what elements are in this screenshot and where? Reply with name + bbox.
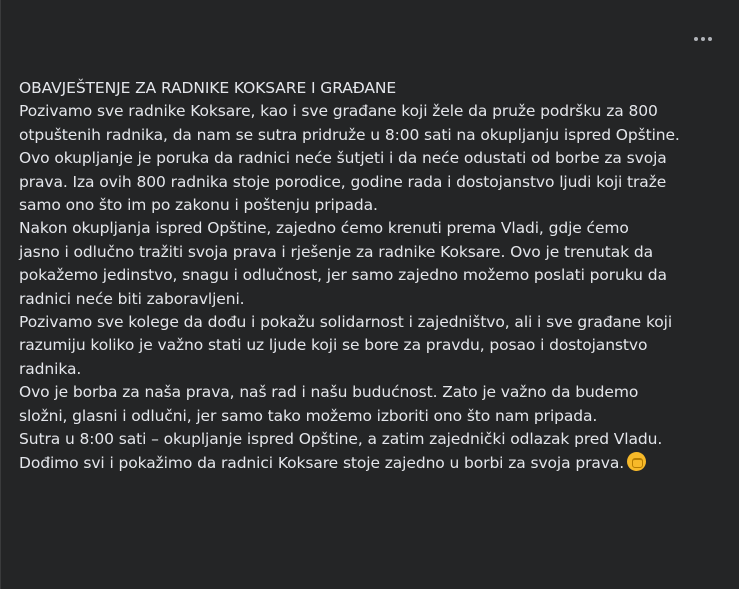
ellipsis-dot bbox=[701, 37, 705, 41]
ellipsis-dot bbox=[694, 37, 698, 41]
post-line: Nakon okupljanja ispred Opštine, zajedno ćemo krenuti prema Vladi, gdje ćemo bbox=[19, 219, 629, 238]
post-body bbox=[19, 77, 731, 475]
post-line: samo ono što im po zakonu i poštenju pripada. bbox=[19, 196, 378, 215]
raised-fist-emoji-icon bbox=[627, 452, 646, 471]
post-line: prava. Iza ovih 800 radnika stoje porodice, godine rada i dostojanstvo ljudi koji traže bbox=[19, 172, 667, 191]
post-line-text: Dođimo svi i pokažimo da radnici Koksare stoje zajedno u borbi za svoja prava. bbox=[19, 453, 625, 472]
post-line: otpuštenih radnika, da nam se sutra pridruže u 8:00 sati na okupljanju ispred Opštine. bbox=[19, 125, 680, 144]
post-line: radnika. bbox=[19, 359, 82, 378]
post-line: jasno i odlučno tražiti svoja prava i rješenje za radnike Koksare. Ovo je trenutak da bbox=[19, 242, 653, 261]
post-line: složni, glasni i odlučni, jer samo tako možemo izboriti ono što nam pripada. bbox=[19, 406, 598, 425]
post-line: Sutra u 8:00 sati – okupljanje ispred Opštine, a zatim zajednički odlazak pred Vladu. bbox=[19, 430, 663, 449]
post-line: Ovo je borba za naša prava, naš rad i našu budućnost. Zato je važno da budemo bbox=[19, 383, 639, 402]
post-line: Pozivamo sve radnike Koksare, kao i sve građane koji žele da pruže podršku za 800 bbox=[19, 102, 658, 121]
ellipsis-dot bbox=[708, 37, 712, 41]
post-line: razumiju koliko je važno stati uz ljude koji se bore za pravdu, posao i dostojanstvo bbox=[19, 336, 648, 355]
post-title: OBAVJEŠTENJE ZA RADNIKE KOKSARE I GRAĐANE bbox=[19, 79, 397, 97]
more-options-button[interactable] bbox=[687, 27, 719, 51]
post-line: Pozivamo sve kolege da dođu i pokažu solidarnost i zajedništvo, ali i sve građane koji bbox=[19, 313, 673, 332]
post-line-last bbox=[19, 452, 731, 475]
post-line: radnici neće biti zaboravljeni. bbox=[19, 289, 245, 308]
post-line: pokažemo jedinstvo, snagu i odlučnost, jer samo zajedno možemo poslati poruku da bbox=[19, 266, 667, 285]
post-line: Ovo okupljanje je poruka da radnici neće šutjeti i da neće odustati od borbe za svoja bbox=[19, 149, 667, 168]
